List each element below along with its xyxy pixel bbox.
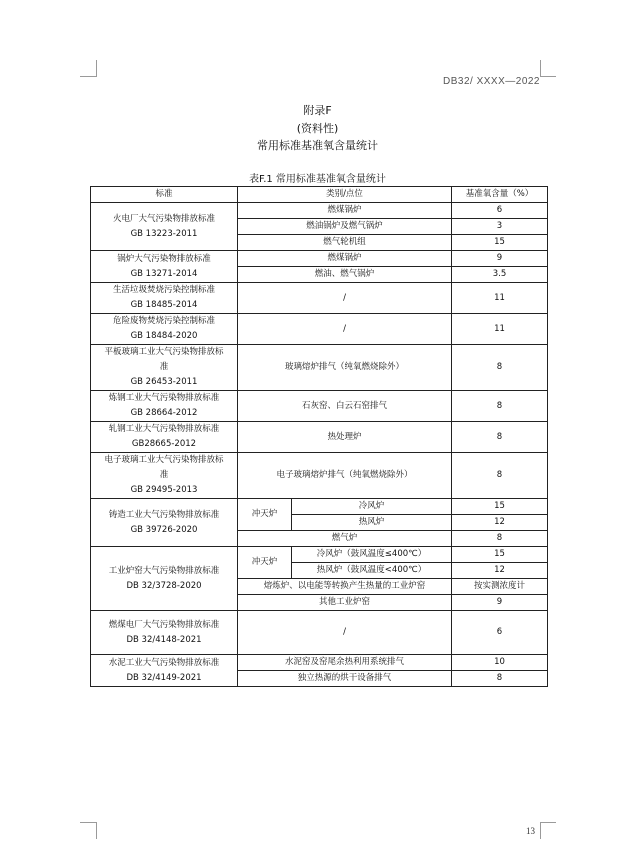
oxygen-cell: 6 bbox=[452, 611, 548, 655]
table-row bbox=[91, 283, 548, 314]
category-cell: 熔炼炉、以电能等转换产生热量的工业炉窑 bbox=[238, 579, 452, 595]
table-header-row bbox=[91, 187, 548, 203]
crop-mark-bottom-left-h bbox=[80, 822, 96, 823]
oxygen-cell: 8 bbox=[452, 422, 548, 453]
standard-code: GB 39726-2020 bbox=[130, 524, 198, 535]
standard-code: DB 32/3728-2020 bbox=[126, 580, 202, 591]
standard-code: GB 29495-2013 bbox=[130, 485, 198, 495]
table-row bbox=[91, 422, 548, 453]
category-cell: 热风炉 bbox=[292, 515, 452, 531]
category-cell: 其他工业炉窑 bbox=[238, 595, 452, 611]
table-row bbox=[91, 391, 548, 422]
page-number: 13 bbox=[526, 826, 535, 836]
table-row bbox=[91, 611, 548, 655]
standard-name: 轧钢工业大气污染物排放标准 bbox=[108, 424, 220, 434]
standard-name-line: 平板玻璃工业大气污染物排放标 bbox=[104, 347, 224, 357]
standard-code: GB 13271-2014 bbox=[130, 268, 198, 279]
standard-cell bbox=[91, 283, 238, 314]
header-oxygen: 基准氧含量（%） bbox=[452, 187, 548, 203]
appendix-title: 附录F bbox=[303, 104, 332, 117]
header-category: 类别/点位 bbox=[238, 187, 452, 203]
standard-code: GB 18484-2020 bbox=[130, 331, 198, 341]
standard-code: GB 13223-2011 bbox=[130, 228, 198, 239]
standard-name: 燃煤电厂大气污染物排放标准 bbox=[108, 619, 220, 630]
oxygen-cell: 12 bbox=[452, 515, 548, 531]
standard-name: 火电厂大气污染物排放标准 bbox=[112, 213, 215, 224]
category-cell: 燃油锅炉及燃气锅炉 bbox=[238, 219, 452, 235]
standard-name: 锅炉大气污染物排放标准 bbox=[117, 253, 211, 264]
oxygen-cell: 3.5 bbox=[452, 267, 548, 283]
standard-cell bbox=[91, 547, 238, 611]
standard-code: DB 32/4149-2021 bbox=[126, 672, 202, 683]
oxygen-content-table bbox=[90, 186, 548, 687]
table-row bbox=[91, 345, 548, 391]
standard-cell bbox=[91, 345, 238, 391]
oxygen-cell: 8 bbox=[452, 453, 548, 499]
crop-mark-top-right-h bbox=[540, 76, 556, 77]
category-cell: 燃油、燃气锅炉 bbox=[238, 267, 452, 283]
oxygen-cell: 8 bbox=[452, 531, 548, 547]
standard-cell bbox=[91, 251, 238, 283]
table-row bbox=[91, 251, 548, 267]
oxygen-cell: 9 bbox=[452, 251, 548, 267]
oxygen-cell: 3 bbox=[452, 219, 548, 235]
crop-mark-top-left-v bbox=[96, 60, 97, 77]
oxygen-cell: 15 bbox=[452, 499, 548, 515]
crop-mark-top-right-v bbox=[540, 60, 541, 77]
appendix-note: (资料性) bbox=[296, 122, 339, 135]
oxygen-cell: 6 bbox=[452, 203, 548, 219]
standard-name: 危险废物焚烧污染控制标准 bbox=[112, 316, 215, 326]
category-cell: 燃煤锅炉 bbox=[238, 251, 452, 267]
standard-cell bbox=[91, 655, 238, 687]
category-cell: / bbox=[238, 611, 452, 655]
category-cell: 燃气轮机组 bbox=[238, 235, 452, 251]
standard-cell bbox=[91, 203, 238, 251]
crop-mark-bottom-right-v bbox=[540, 822, 541, 839]
standard-cell bbox=[91, 314, 238, 345]
standard-name-line: 准 bbox=[159, 362, 169, 372]
crop-mark-bottom-left-v bbox=[96, 822, 97, 839]
standard-code: GB28665-2012 bbox=[131, 439, 197, 449]
category-cell: 独立热源的烘干设备排气 bbox=[238, 671, 452, 687]
document-code: DB32/ XXXX—2022 bbox=[443, 76, 540, 87]
oxygen-cell: 12 bbox=[452, 563, 548, 579]
oxygen-cell: 15 bbox=[452, 547, 548, 563]
category-cell: 电子玻璃熔炉排气（纯氧燃烧除外） bbox=[238, 453, 452, 499]
standard-cell bbox=[91, 391, 238, 422]
header-standard: 标准 bbox=[91, 187, 238, 203]
standard-code: GB 18485-2014 bbox=[130, 300, 198, 310]
standard-cell bbox=[91, 499, 238, 547]
table-row bbox=[91, 314, 548, 345]
table-row bbox=[91, 547, 548, 563]
oxygen-cell: 11 bbox=[452, 314, 548, 345]
standard-cell bbox=[91, 611, 238, 655]
crop-mark-bottom-right-h bbox=[540, 822, 556, 823]
table-row bbox=[91, 655, 548, 671]
standard-name-line: 电子玻璃工业大气污染物排放标 bbox=[104, 455, 224, 465]
category-cell: 燃气炉 bbox=[238, 531, 452, 547]
oxygen-cell: 15 bbox=[452, 235, 548, 251]
standard-code: GB 26453-2011 bbox=[130, 377, 198, 387]
standard-code: GB 28664-2012 bbox=[130, 408, 198, 418]
oxygen-cell: 9 bbox=[452, 595, 548, 611]
category-cell: 水泥窑及窑尾余热利用系统排气 bbox=[238, 655, 452, 671]
standard-name: 炼钢工业大气污染物排放标准 bbox=[108, 393, 220, 403]
standard-name: 水泥工业大气污染物排放标准 bbox=[108, 657, 220, 668]
table-caption: 表F.1 常用标准基准氧含量统计 bbox=[249, 174, 386, 185]
table-row bbox=[91, 453, 548, 499]
category-cell: 热风炉（鼓风温度<400℃） bbox=[292, 563, 452, 579]
group-cell: 冲天炉 bbox=[238, 547, 292, 579]
category-cell: 燃煤锅炉 bbox=[238, 203, 452, 219]
standard-code: DB 32/4148-2021 bbox=[126, 634, 202, 645]
standard-cell bbox=[91, 453, 238, 499]
table-row bbox=[91, 499, 548, 515]
category-cell: 玻璃熔炉排气（纯氧燃烧除外） bbox=[238, 345, 452, 391]
oxygen-cell: 11 bbox=[452, 283, 548, 314]
category-cell: / bbox=[238, 314, 452, 345]
standard-name: 生活垃圾焚烧污染控制标准 bbox=[112, 285, 215, 295]
standard-cell bbox=[91, 422, 238, 453]
oxygen-cell: 按实测浓度计 bbox=[452, 579, 548, 595]
category-cell: 冷风炉 bbox=[292, 499, 452, 515]
category-cell: / bbox=[238, 283, 452, 314]
oxygen-cell: 8 bbox=[452, 391, 548, 422]
oxygen-cell: 10 bbox=[452, 655, 548, 671]
group-cell: 冲天炉 bbox=[238, 499, 292, 531]
crop-mark-top-left-h bbox=[80, 76, 96, 77]
appendix-subject: 常用标准基准氧含量统计 bbox=[257, 139, 378, 152]
standard-name: 工业炉窑大气污染物排放标准 bbox=[108, 565, 220, 576]
category-cell: 热处理炉 bbox=[238, 422, 452, 453]
standard-name-line: 准 bbox=[159, 470, 169, 480]
category-cell: 冷风炉（鼓风温度≤400℃） bbox=[292, 547, 452, 563]
table-row bbox=[91, 203, 548, 219]
oxygen-cell: 8 bbox=[452, 345, 548, 391]
standard-name: 铸造工业大气污染物排放标准 bbox=[108, 509, 220, 520]
category-cell: 石灰窑、白云石窑排气 bbox=[238, 391, 452, 422]
oxygen-cell: 8 bbox=[452, 671, 548, 687]
